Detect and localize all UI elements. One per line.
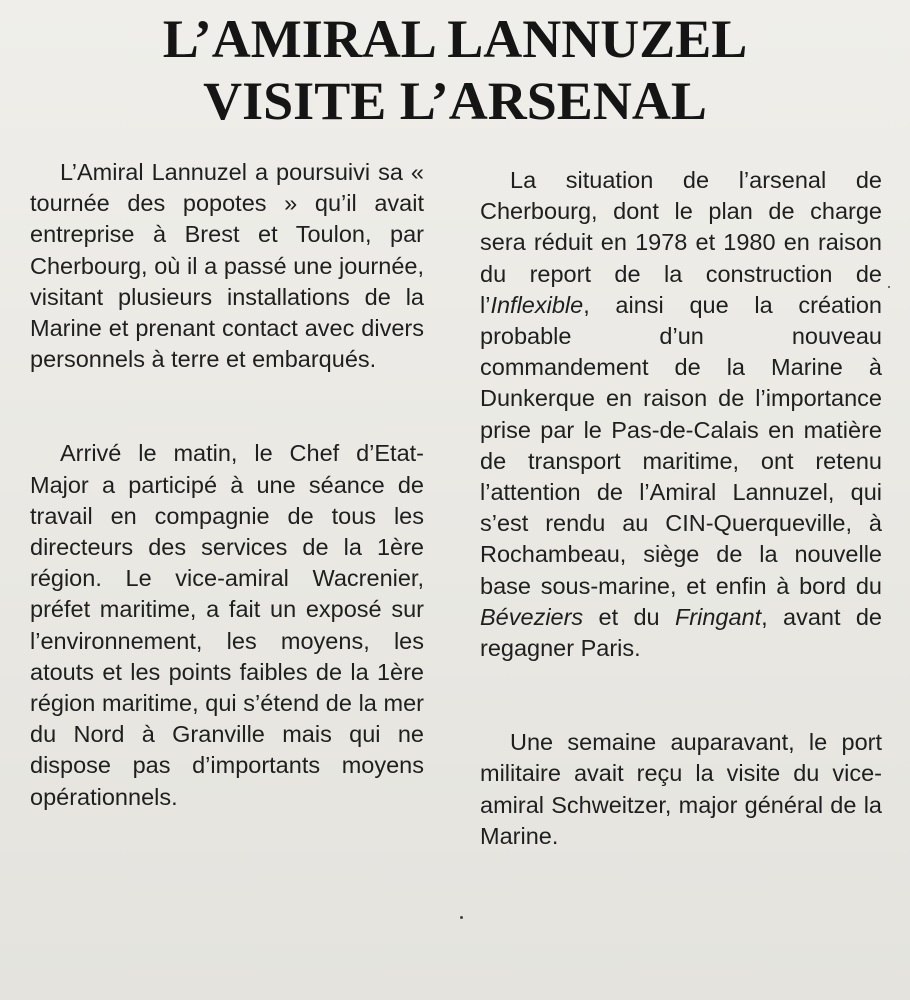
paragraph <box>480 165 882 664</box>
ship-name: Inflexible <box>490 291 584 318</box>
text-segment: La situation de l’arsenal de Cherbourg, dont le plan de charge sera réduit en 1978 et 1980 en raison du report de la construction de l’ <box>480 167 882 318</box>
print-speck <box>460 916 463 919</box>
article-left-column <box>30 157 424 813</box>
article-right-column <box>480 165 882 852</box>
ship-name: Béveziers <box>480 603 584 630</box>
headline-line-1: L’AMIRAL LANNUZEL <box>162 9 748 69</box>
headline <box>0 8 910 132</box>
headline-line-2: VISITE L’ARSENAL <box>203 71 707 131</box>
ship-name: Fringant <box>674 603 762 630</box>
paragraph: Une semaine auparavant, le port militaire avait reçu la visite du vice-amiral Schweitzer, major général de la Marine. <box>480 729 882 849</box>
text-segment: , ainsi que la création probable d’un nouveau commandement de la Marine à Dunkerque en raison de l’importance prise par le Pas-de-Calais en matière de transport maritime, ont retenu l’attention de l’Amiral Lannuzel, qui s’est rendu au CIN-Querqueville, à Rochambeau, siège de la nouvelle base sous-marine, et enfin à bord du <box>480 291 882 599</box>
paragraph: L’Amiral Lannuzel a poursuivi sa « tournée des popotes » qu’il avait entreprise à Brest et Toulon, par Cherbourg, où il a passé une journée, visitant plusieurs installations de la Marine et prenant contact avec divers personnels à terre et embarqués. <box>30 159 424 373</box>
print-speck <box>888 286 890 288</box>
paragraph: Arrivé le matin, le Chef d’Etat-Major a participé à une séance de travail en compagnie de tous les directeurs des services de la 1ère région. Le vice-amiral Wacrenier, préfet maritime, a fait un exposé sur l’environnement, les moyens, les atouts et les points faibles de la 1ère région maritime, qui s’étend de la mer du Nord à Granville mais qui ne dispose pas d’importants moyens opérationnels. <box>30 440 424 810</box>
text-segment: et du <box>583 603 675 630</box>
text-segment: , avant de regagner Paris. <box>480 603 883 662</box>
